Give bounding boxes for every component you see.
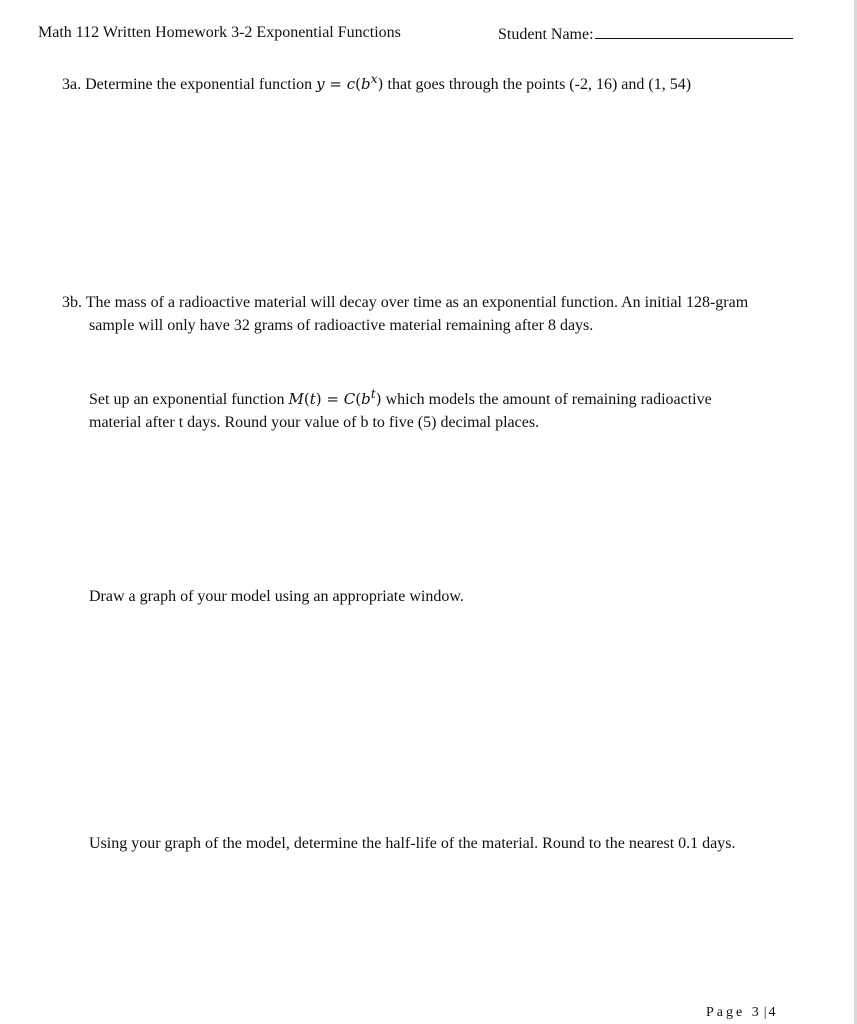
question-3a-text-after: that goes through the points (-2, 16) and (1, 54) — [387, 76, 692, 93]
draw-instruction: Draw a graph of your model using an appropriate window. — [89, 588, 464, 605]
question-3a-label: 3a. — [62, 76, 82, 93]
student-name-blank-line[interactable] — [595, 24, 793, 39]
page-total: 4 — [768, 1005, 779, 1020]
setup-text-after: which models the amount of remaining radioactive — [385, 391, 712, 408]
page-separator: | — [763, 1005, 767, 1020]
question-3b-label: 3b. — [62, 294, 82, 311]
document-title: Math 112 Written Homework 3-2 Exponential Functions — [38, 24, 401, 41]
question-3a-text-before: Determine the exponential function — [85, 76, 313, 93]
half-life-instruction: Using your graph of the model, determine the half-life of the material. Round to the nearest 0.1 days. — [89, 835, 736, 852]
page-number — [706, 1005, 779, 1021]
setup-text-before: Set up an exponential function — [89, 391, 285, 408]
setup-instruction — [89, 382, 789, 434]
student-name-label: Student Name: — [498, 26, 594, 43]
student-name-field[interactable] — [498, 24, 793, 44]
setup-formula: $M(t) = C(b^t)$ — [288, 386, 382, 408]
question-3b — [62, 291, 822, 337]
page-current: 3 — [751, 1005, 762, 1020]
question-3b-line2: sample will only have 32 grams of radioactive material remaining after 8 days. — [89, 317, 594, 334]
question-3b-line1: The mass of a radioactive material will decay over time as an exponential function. An initial 128-gram — [85, 294, 749, 311]
page-word: Page — [706, 1005, 746, 1020]
question-3a-formula: $y = c(b^x)$ — [316, 71, 384, 93]
setup-line2: material after t days. Round your value of b to five (5) decimal places. — [89, 414, 540, 431]
question-3a — [62, 67, 822, 96]
